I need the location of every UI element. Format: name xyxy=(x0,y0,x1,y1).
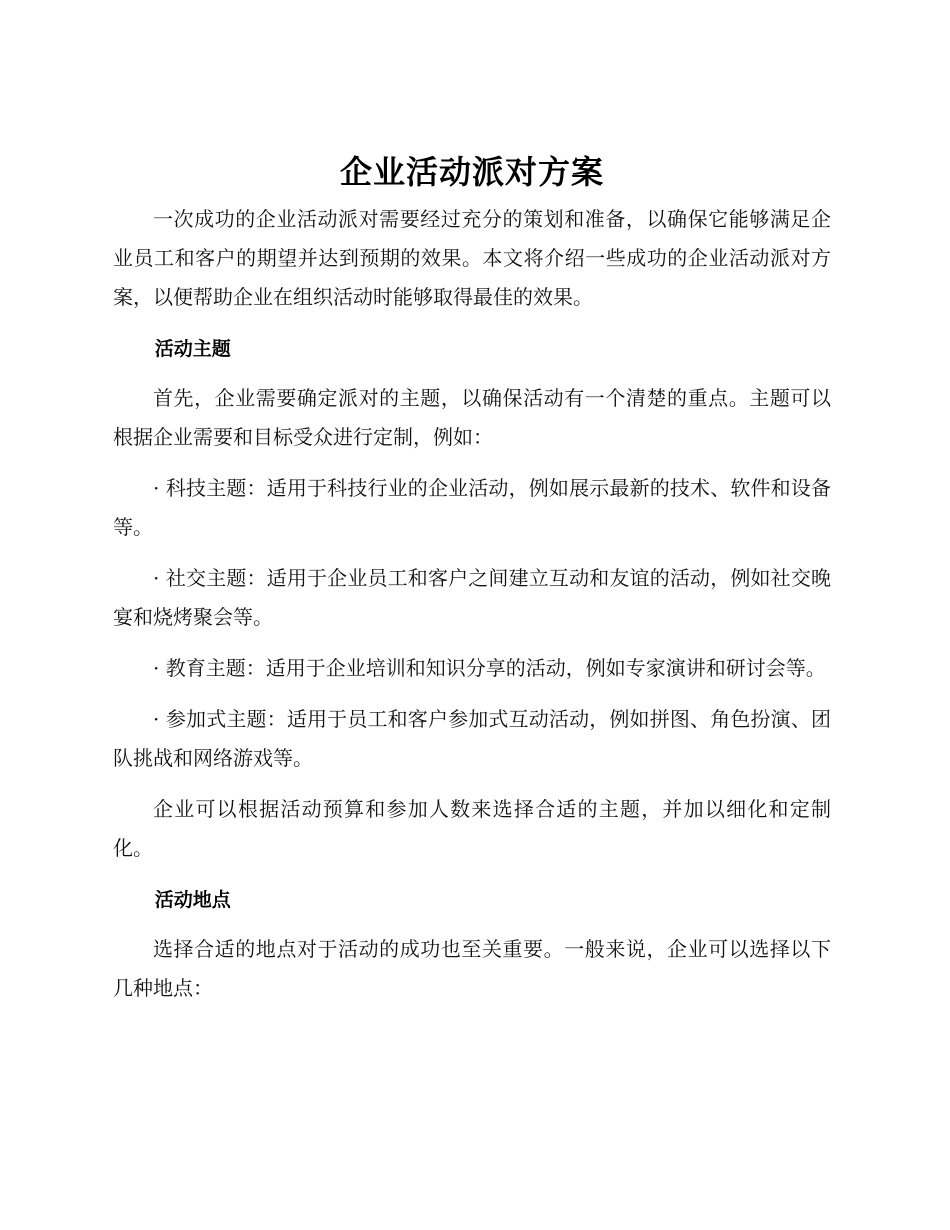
section-heading-theme: 活动主题 xyxy=(154,338,231,360)
document-body xyxy=(113,150,831,1020)
section-heading-venue: 活动地点 xyxy=(154,889,231,911)
bullet-social-theme: · 社交主题：适用于企业员工和客户之间建立互动和友谊的活动，例如社交晚宴和烧烤聚会等。 xyxy=(113,566,831,629)
intro-paragraph: 一次成功的企业活动派对需要经过充分的策划和准备，以确保它能够满足企业员工和客户的期望并达到预期的效果。本文将介绍一些成功的企业活动派对方案，以便帮助企业在组织活动时能够取得最佳的效果。 xyxy=(113,207,831,309)
bullet-participatory-theme: · 参加式主题：适用于员工和客户参加式互动活动，例如拼图、角色扮演、团队挑战和网络游戏等。 xyxy=(113,707,831,770)
theme-intro-paragraph: 首先，企业需要确定派对的主题，以确保活动有一个清楚的重点。主题可以根据企业需要和目标受众进行定制，例如： xyxy=(113,386,831,449)
venue-intro-paragraph: 选择合适的地点对于活动的成功也至关重要。一般来说，企业可以选择以下几种地点： xyxy=(113,937,831,1000)
theme-closing-paragraph: 企业可以根据活动预算和参加人数来选择合适的主题，并加以细化和定制化。 xyxy=(113,797,831,860)
bullet-education-theme: · 教育主题：适用于企业培训和知识分享的活动，例如专家演讲和研讨会等。 xyxy=(153,656,826,680)
bullet-tech-theme: · 科技主题：适用于科技行业的企业活动，例如展示最新的技术、软件和设备等。 xyxy=(113,476,831,539)
document-title: 企业活动派对方案 xyxy=(339,153,604,191)
